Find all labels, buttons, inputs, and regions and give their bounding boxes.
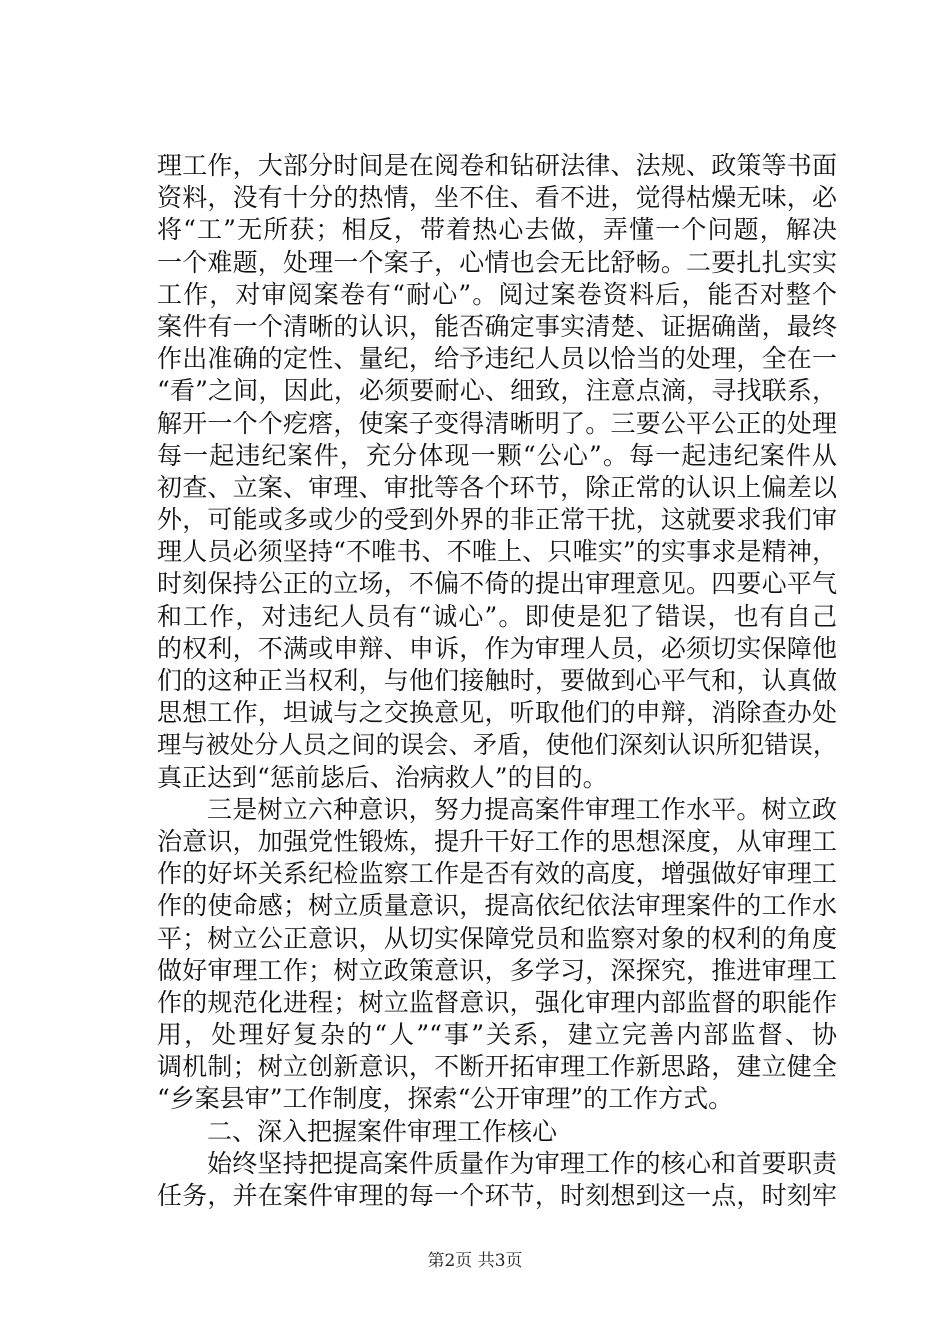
text-line: 理工作，大部分时间是在阅卷和钻研法律、法规、政策等书面	[157, 151, 837, 180]
text-line: 三是树立六种意识，努力提高案件审理工作水平。树立政	[207, 794, 837, 824]
text-line: 思想工作，坦诚与之交换意见，听取他们的申辩，消除查办处	[157, 698, 837, 728]
text-line: 真正达到“惩前毖后、治病救人”的目的。	[157, 762, 608, 792]
text-line: 理人员必须坚持“不唯书、不唯上、只唯实”的实事求是精神，	[157, 537, 837, 567]
text-line: 作的规范化进程；树立监督意识，强化审理内部监督的职能作	[157, 987, 837, 1017]
text-line: 任务，并在案件审理的每一个环节，时刻想到这一点，时刻牢	[157, 1181, 837, 1210]
text-line: 的权利，不满或申辩、申诉，作为审理人员，必须切实保障他	[157, 633, 837, 663]
text-line: 和工作，对违纪人员有“诚心”。即使是犯了错误，也有自己	[157, 601, 837, 631]
text-line: 二、深入把握案件审理工作核心	[207, 1116, 558, 1146]
text-line: 解开一个个疙瘩，使案子变得清晰明了。三要公平公正的处理	[157, 408, 837, 438]
text-line: 们的这种正当权利，与他们接触时，要做到心平气和，认真做	[157, 666, 837, 695]
text-line: 将“工”无所获；相反，带着热心去做，弄懂一个问题，解决	[157, 215, 837, 245]
text-line: 始终坚持把提高案件质量作为审理工作的核心和首要职责	[207, 1148, 837, 1178]
text-line: 一个难题，处理一个案子，心情也会无比舒畅。二要扎扎实实	[157, 247, 837, 277]
text-line: 作出准确的定性、量纪，给予违纪人员以恰当的处理，全在一	[157, 344, 837, 374]
text-line: 平；树立公正意识，从切实保障党员和监察对象的权利的角度	[157, 923, 837, 953]
text-line: 治意识，加强党性锻炼，提升干好工作的思想深度，从审理工	[157, 826, 837, 856]
text-line: 每一起违纪案件，充分体现一颗“公心”。每一起违纪案件从	[157, 440, 837, 470]
text-line: 初查、立案、审理、审批等各个环节，除正常的认识上偏差以	[157, 472, 837, 502]
text-line: 调机制；树立创新意识，不断开拓审理工作新思路，建立健全	[157, 1052, 837, 1082]
text-line: 作的好坏关系纪检监察工作是否有效的高度，增强做好审理工	[157, 859, 837, 889]
text-line: “乡案县审”工作制度，探索“公开审理”的工作方式。	[157, 1084, 734, 1114]
text-line: 案件有一个清晰的认识，能否确定事实清楚、证据确凿，最终	[157, 311, 837, 341]
text-line: 资料，没有十分的热情，坐不住、看不进，觉得枯燥无味，必	[157, 183, 837, 213]
text-line: 作的使命感；树立质量意识，提高依纪依法审理案件的工作水	[157, 891, 837, 921]
text-line: 理与被处分人员之间的误会、矛盾，使他们深刻认识所犯错误，	[157, 731, 837, 760]
text-line: 时刻保持公正的立场，不偏不倚的提出审理意见。四要心平气	[157, 569, 837, 599]
text-line: 做好审理工作；树立政策意识，多学习，深探究，推进审理工	[157, 955, 837, 985]
text-line: 用，处理好复杂的“人”“事”关系，建立完善内部监督、协	[157, 1020, 837, 1050]
text-line: “看”之间，因此，必须要耐心、细致，注意点滴，寻找联系，	[157, 376, 837, 406]
body-text	[157, 150, 837, 1212]
page-footer: 第2页 共3页	[427, 1251, 523, 1271]
text-line: 外，可能或多或少的受到外界的非正常干扰，这就要求我们审	[157, 505, 837, 535]
text-line: 工作，对审阅案卷有“耐心”。阅过案卷资料后，能否对整个	[157, 279, 837, 309]
